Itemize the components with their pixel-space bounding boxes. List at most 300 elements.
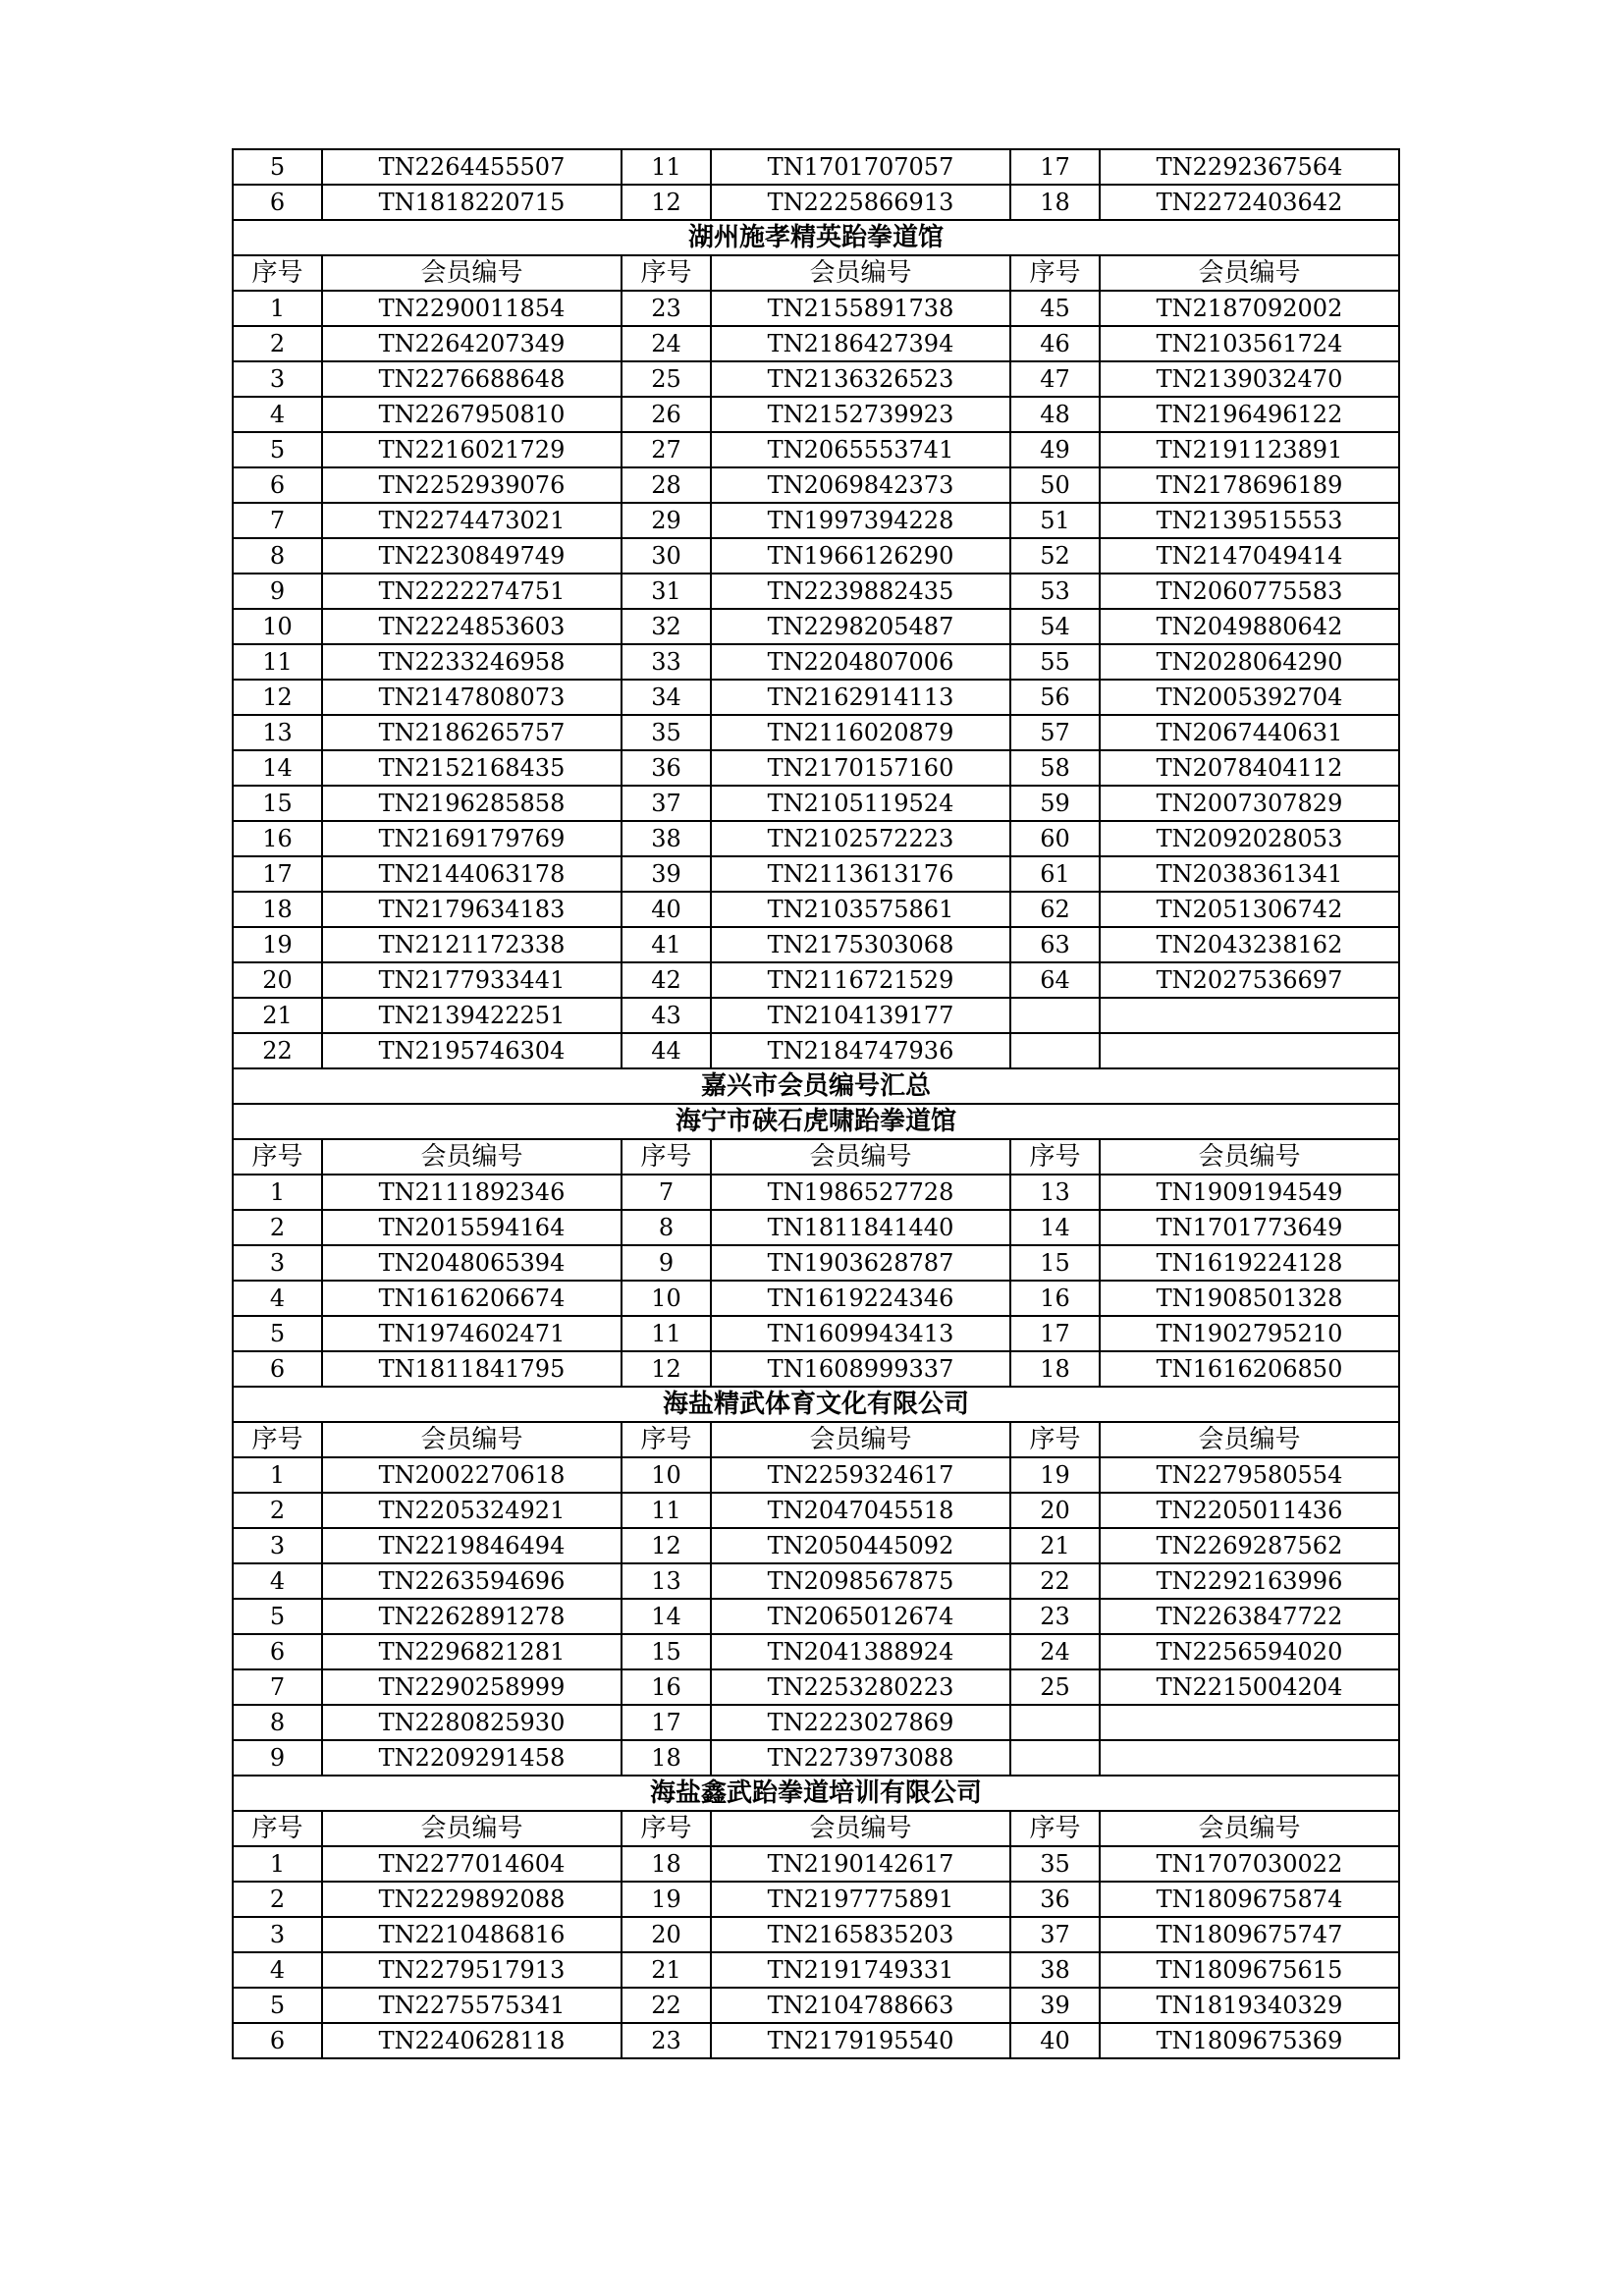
seq-cell: [1010, 1740, 1100, 1776]
seq-cell: 29: [622, 503, 711, 538]
member-id-cell: TN2274473021: [322, 503, 622, 538]
member-id-cell: TN2049880642: [1100, 609, 1399, 644]
seq-cell: 14: [233, 750, 322, 786]
header-seq-cell: 序号: [233, 1811, 322, 1846]
table-row: [233, 1846, 1399, 1882]
table-header-row: [233, 255, 1399, 291]
member-id-cell: TN2027536697: [1100, 962, 1399, 998]
table-row: [233, 574, 1399, 609]
seq-cell: 1: [233, 1175, 322, 1210]
seq-cell: 20: [1010, 1493, 1100, 1528]
header-seq-cell: 序号: [622, 1139, 711, 1175]
seq-cell: 28: [622, 467, 711, 503]
seq-cell: 23: [1010, 1599, 1100, 1634]
seq-cell: 6: [233, 1351, 322, 1387]
seq-cell: 57: [1010, 715, 1100, 750]
seq-cell: 2: [233, 1210, 322, 1245]
seq-cell: 26: [622, 397, 711, 432]
table-row: [233, 1952, 1399, 1988]
seq-cell: 10: [622, 1457, 711, 1493]
member-id-cell: TN2290258999: [322, 1669, 622, 1705]
header-member-id-cell: 会员编号: [1100, 1811, 1399, 1846]
seq-cell: 47: [1010, 361, 1100, 397]
seq-cell: 40: [622, 892, 711, 927]
seq-cell: 4: [233, 1563, 322, 1599]
seq-cell: 22: [233, 1033, 322, 1068]
seq-cell: 9: [233, 574, 322, 609]
member-id-cell: TN2170157160: [711, 750, 1010, 786]
header-member-id-cell: 会员编号: [1100, 1422, 1399, 1457]
seq-cell: 39: [622, 856, 711, 892]
club-title-row: [233, 1776, 1399, 1811]
seq-cell: 8: [622, 1210, 711, 1245]
member-id-cell: TN2187092002: [1100, 291, 1399, 326]
seq-cell: 2: [233, 1493, 322, 1528]
seq-cell: 24: [1010, 1634, 1100, 1669]
seq-cell: 20: [233, 962, 322, 998]
table-row: [233, 927, 1399, 962]
member-id-cell: TN2104788663: [711, 1988, 1010, 2023]
member-id-cell: TN1701773649: [1100, 1210, 1399, 1245]
seq-cell: 15: [622, 1634, 711, 1669]
seq-cell: 15: [1010, 1245, 1100, 1281]
seq-cell: 21: [1010, 1528, 1100, 1563]
member-id-cell: TN2279517913: [322, 1952, 622, 1988]
member-id-cell: TN2272403642: [1100, 185, 1399, 220]
header-member-id-cell: 会员编号: [322, 1422, 622, 1457]
member-id-cell: TN1908501328: [1100, 1281, 1399, 1316]
seq-cell: 2: [233, 326, 322, 361]
member-id-cell: TN2184747936: [711, 1033, 1010, 1068]
seq-cell: 64: [1010, 962, 1100, 998]
table-row: [233, 1740, 1399, 1776]
seq-cell: 17: [622, 1705, 711, 1740]
seq-cell: 9: [233, 1740, 322, 1776]
member-id-cell: TN1986527728: [711, 1175, 1010, 1210]
seq-cell: 4: [233, 1952, 322, 1988]
member-id-cell: [1100, 1705, 1399, 1740]
table-row: [233, 962, 1399, 998]
seq-cell: 48: [1010, 397, 1100, 432]
member-id-cell: TN2139032470: [1100, 361, 1399, 397]
seq-cell: 11: [233, 644, 322, 680]
seq-cell: 11: [622, 1316, 711, 1351]
table-row: [233, 680, 1399, 715]
member-id-cell: TN1819340329: [1100, 1988, 1399, 2023]
member-id-cell: TN2196285858: [322, 786, 622, 821]
header-seq-cell: 序号: [622, 1422, 711, 1457]
member-id-cell: TN2162914113: [711, 680, 1010, 715]
table-row: [233, 467, 1399, 503]
seq-cell: 20: [622, 1917, 711, 1952]
seq-cell: 25: [1010, 1669, 1100, 1705]
seq-cell: 5: [233, 1988, 322, 2023]
club-title-row: [233, 220, 1399, 255]
member-id-cell: TN2216021729: [322, 432, 622, 467]
table-row: [233, 361, 1399, 397]
member-id-cell: TN1974602471: [322, 1316, 622, 1351]
table-row: [233, 1634, 1399, 1669]
table-row: [233, 821, 1399, 856]
header-member-id-cell: 会员编号: [711, 1422, 1010, 1457]
member-id-cell: TN2225866913: [711, 185, 1010, 220]
member-id-cell: TN1619224346: [711, 1281, 1010, 1316]
seq-cell: 43: [622, 998, 711, 1033]
seq-cell: 13: [1010, 1175, 1100, 1210]
seq-cell: 34: [622, 680, 711, 715]
seq-cell: 15: [233, 786, 322, 821]
seq-cell: 11: [622, 149, 711, 185]
club-title: 海盐精武体育文化有限公司: [233, 1387, 1399, 1422]
seq-cell: 58: [1010, 750, 1100, 786]
member-id-cell: TN2296821281: [322, 1634, 622, 1669]
seq-cell: 21: [233, 998, 322, 1033]
table-row: [233, 1493, 1399, 1528]
seq-cell: 19: [233, 927, 322, 962]
seq-cell: 35: [622, 715, 711, 750]
seq-cell: 46: [1010, 326, 1100, 361]
seq-cell: 19: [622, 1882, 711, 1917]
member-id-cell: TN2267950810: [322, 397, 622, 432]
member-id-cell: TN2298205487: [711, 609, 1010, 644]
table-row: [233, 750, 1399, 786]
member-id-cell: TN2165835203: [711, 1917, 1010, 1952]
seq-cell: 1: [233, 291, 322, 326]
seq-cell: 35: [1010, 1846, 1100, 1882]
member-id-cell: TN2007307829: [1100, 786, 1399, 821]
member-id-cell: TN2103575861: [711, 892, 1010, 927]
member-id-cell: TN2233246958: [322, 644, 622, 680]
member-id-cell: TN2113613176: [711, 856, 1010, 892]
table-row: [233, 432, 1399, 467]
seq-cell: 42: [622, 962, 711, 998]
header-seq-cell: 序号: [233, 255, 322, 291]
member-id-cell: TN2263847722: [1100, 1599, 1399, 1634]
member-id-cell: TN2263594696: [322, 1563, 622, 1599]
member-id-cell: TN2015594164: [322, 1210, 622, 1245]
seq-cell: 8: [233, 1705, 322, 1740]
seq-cell: 16: [622, 1669, 711, 1705]
member-id-cell: TN2048065394: [322, 1245, 622, 1281]
table-row: [233, 538, 1399, 574]
table-header-row: [233, 1422, 1399, 1457]
member-id-cell: TN1707030022: [1100, 1846, 1399, 1882]
seq-cell: 1: [233, 1457, 322, 1493]
seq-cell: 7: [233, 1669, 322, 1705]
seq-cell: 18: [233, 892, 322, 927]
member-id-cell: TN1818220715: [322, 185, 622, 220]
member-id-cell: TN2230849749: [322, 538, 622, 574]
member-id-cell: TN2116721529: [711, 962, 1010, 998]
club-title-row: [233, 1387, 1399, 1422]
member-id-cell: TN2186427394: [711, 326, 1010, 361]
table-row: [233, 1669, 1399, 1705]
member-id-cell: TN2116020879: [711, 715, 1010, 750]
member-id-cell: TN2147808073: [322, 680, 622, 715]
member-id-cell: [1100, 1740, 1399, 1776]
seq-cell: 5: [233, 149, 322, 185]
member-id-cell: TN2279580554: [1100, 1457, 1399, 1493]
seq-cell: 38: [1010, 1952, 1100, 1988]
member-id-cell: TN1811841440: [711, 1210, 1010, 1245]
member-id-cell: TN2253280223: [711, 1669, 1010, 1705]
seq-cell: 22: [622, 1988, 711, 2023]
seq-cell: 40: [1010, 2023, 1100, 2058]
table-row: [233, 503, 1399, 538]
seq-cell: 24: [622, 326, 711, 361]
seq-cell: 17: [233, 856, 322, 892]
member-id-cell: TN2139515553: [1100, 503, 1399, 538]
member-id-table-body: [233, 149, 1399, 2058]
member-id-cell: TN2069842373: [711, 467, 1010, 503]
seq-cell: 7: [233, 503, 322, 538]
seq-cell: 38: [622, 821, 711, 856]
table-row: [233, 1351, 1399, 1387]
header-member-id-cell: 会员编号: [322, 255, 622, 291]
seq-cell: 11: [622, 1493, 711, 1528]
member-id-cell: TN2175303068: [711, 927, 1010, 962]
member-id-cell: TN2273973088: [711, 1740, 1010, 1776]
seq-cell: 22: [1010, 1563, 1100, 1599]
seq-cell: 14: [622, 1599, 711, 1634]
table-row: [233, 786, 1399, 821]
seq-cell: 3: [233, 1528, 322, 1563]
table-row: [233, 1316, 1399, 1351]
member-id-cell: TN2177933441: [322, 962, 622, 998]
member-id-cell: TN2041388924: [711, 1634, 1010, 1669]
member-id-cell: TN2098567875: [711, 1563, 1010, 1599]
table-row: [233, 1882, 1399, 1917]
seq-cell: 12: [622, 1351, 711, 1387]
seq-cell: 8: [233, 538, 322, 574]
member-id-cell: TN1966126290: [711, 538, 1010, 574]
seq-cell: 37: [1010, 1917, 1100, 1952]
table-row: [233, 1917, 1399, 1952]
seq-cell: 6: [233, 467, 322, 503]
seq-cell: 59: [1010, 786, 1100, 821]
member-id-cell: TN2292367564: [1100, 149, 1399, 185]
member-id-cell: TN2178696189: [1100, 467, 1399, 503]
member-id-cell: TN2169179769: [322, 821, 622, 856]
member-id-cell: TN1809675615: [1100, 1952, 1399, 1988]
member-id-cell: TN1902795210: [1100, 1316, 1399, 1351]
seq-cell: 14: [1010, 1210, 1100, 1245]
member-id-cell: TN1701707057: [711, 149, 1010, 185]
member-id-cell: TN2092028053: [1100, 821, 1399, 856]
seq-cell: 4: [233, 397, 322, 432]
seq-cell: 18: [1010, 185, 1100, 220]
table-row: [233, 1175, 1399, 1210]
member-id-cell: TN2104139177: [711, 998, 1010, 1033]
table-row: [233, 1033, 1399, 1068]
region-title: 嘉兴市会员编号汇总: [233, 1068, 1399, 1104]
seq-cell: 62: [1010, 892, 1100, 927]
seq-cell: 27: [622, 432, 711, 467]
member-id-cell: TN2065553741: [711, 432, 1010, 467]
table-row: [233, 609, 1399, 644]
member-id-cell: TN2152168435: [322, 750, 622, 786]
member-id-cell: TN1619224128: [1100, 1245, 1399, 1281]
seq-cell: 3: [233, 361, 322, 397]
seq-cell: 50: [1010, 467, 1100, 503]
seq-cell: 36: [622, 750, 711, 786]
table-header-row: [233, 1139, 1399, 1175]
seq-cell: 12: [622, 185, 711, 220]
seq-cell: 10: [622, 1281, 711, 1316]
member-id-cell: TN2155891738: [711, 291, 1010, 326]
member-id-cell: TN2190142617: [711, 1846, 1010, 1882]
member-id-cell: TN2050445092: [711, 1528, 1010, 1563]
seq-cell: 33: [622, 644, 711, 680]
member-id-cell: TN2051306742: [1100, 892, 1399, 927]
seq-cell: 3: [233, 1917, 322, 1952]
seq-cell: 17: [1010, 1316, 1100, 1351]
member-id-cell: [1100, 1033, 1399, 1068]
table-row: [233, 1457, 1399, 1493]
club-title: 湖州施孝精英跆拳道馆: [233, 220, 1399, 255]
header-member-id-cell: 会员编号: [711, 1811, 1010, 1846]
seq-cell: [1010, 1033, 1100, 1068]
member-id-cell: TN2205011436: [1100, 1493, 1399, 1528]
seq-cell: 19: [1010, 1457, 1100, 1493]
header-seq-cell: 序号: [233, 1422, 322, 1457]
seq-cell: 32: [622, 609, 711, 644]
seq-cell: 56: [1010, 680, 1100, 715]
seq-cell: [1010, 1705, 1100, 1740]
member-id-cell: TN2065012674: [711, 1599, 1010, 1634]
seq-cell: 63: [1010, 927, 1100, 962]
member-id-cell: TN1909194549: [1100, 1175, 1399, 1210]
seq-cell: 16: [1010, 1281, 1100, 1316]
table-row: [233, 1210, 1399, 1245]
header-member-id-cell: 会员编号: [322, 1139, 622, 1175]
seq-cell: 45: [1010, 291, 1100, 326]
header-seq-cell: 序号: [1010, 1422, 1100, 1457]
header-member-id-cell: 会员编号: [711, 1139, 1010, 1175]
region-title-row: [233, 1068, 1399, 1104]
member-id-cell: TN2239882435: [711, 574, 1010, 609]
member-id-cell: TN2204807006: [711, 644, 1010, 680]
seq-cell: 6: [233, 1634, 322, 1669]
seq-cell: 61: [1010, 856, 1100, 892]
table-row: [233, 326, 1399, 361]
member-id-cell: TN2229892088: [322, 1882, 622, 1917]
member-id-cell: TN2078404112: [1100, 750, 1399, 786]
member-id-cell: TN2067440631: [1100, 715, 1399, 750]
member-id-cell: TN2152739923: [711, 397, 1010, 432]
table-row: [233, 397, 1399, 432]
member-id-cell: TN2191749331: [711, 1952, 1010, 1988]
header-seq-cell: 序号: [622, 1811, 711, 1846]
header-seq-cell: 序号: [1010, 1139, 1100, 1175]
seq-cell: [1010, 998, 1100, 1033]
table-row: [233, 644, 1399, 680]
table-row: [233, 1528, 1399, 1563]
seq-cell: 18: [622, 1740, 711, 1776]
seq-cell: 12: [622, 1528, 711, 1563]
member-id-cell: TN2196496122: [1100, 397, 1399, 432]
member-id-cell: TN2219846494: [322, 1528, 622, 1563]
seq-cell: 23: [622, 2023, 711, 2058]
seq-cell: 6: [233, 185, 322, 220]
table-row: [233, 149, 1399, 185]
member-id-cell: TN1809675874: [1100, 1882, 1399, 1917]
member-id-cell: TN2210486816: [322, 1917, 622, 1952]
member-id-cell: TN2197775891: [711, 1882, 1010, 1917]
seq-cell: 37: [622, 786, 711, 821]
member-id-cell: TN2205324921: [322, 1493, 622, 1528]
seq-cell: 16: [233, 821, 322, 856]
seq-cell: 39: [1010, 1988, 1100, 2023]
member-id-cell: TN2252939076: [322, 467, 622, 503]
member-id-cell: TN2264455507: [322, 149, 622, 185]
member-id-cell: TN1608999337: [711, 1351, 1010, 1387]
seq-cell: 5: [233, 1599, 322, 1634]
member-id-cell: TN2147049414: [1100, 538, 1399, 574]
header-member-id-cell: 会员编号: [1100, 255, 1399, 291]
seq-cell: 3: [233, 1245, 322, 1281]
member-id-cell: TN2191123891: [1100, 432, 1399, 467]
member-id-cell: TN1811841795: [322, 1351, 622, 1387]
table-row: [233, 856, 1399, 892]
member-id-cell: TN2047045518: [711, 1493, 1010, 1528]
table-row: [233, 998, 1399, 1033]
header-seq-cell: 序号: [233, 1139, 322, 1175]
table-header-row: [233, 1811, 1399, 1846]
seq-cell: 25: [622, 361, 711, 397]
table-row: [233, 892, 1399, 927]
member-id-cell: TN2179195540: [711, 2023, 1010, 2058]
member-id-cell: TN2277014604: [322, 1846, 622, 1882]
member-id-cell: TN2179634183: [322, 892, 622, 927]
member-id-cell: TN2224853603: [322, 609, 622, 644]
member-id-cell: TN2028064290: [1100, 644, 1399, 680]
member-id-cell: TN2280825930: [322, 1705, 622, 1740]
table-row: [233, 291, 1399, 326]
member-id-cell: TN2290011854: [322, 291, 622, 326]
member-id-cell: TN2222274751: [322, 574, 622, 609]
header-member-id-cell: 会员编号: [1100, 1139, 1399, 1175]
member-id-cell: TN2005392704: [1100, 680, 1399, 715]
seq-cell: 51: [1010, 503, 1100, 538]
seq-cell: 36: [1010, 1882, 1100, 1917]
seq-cell: 53: [1010, 574, 1100, 609]
seq-cell: 55: [1010, 644, 1100, 680]
member-id-cell: TN2240628118: [322, 2023, 622, 2058]
header-seq-cell: 序号: [1010, 255, 1100, 291]
seq-cell: 49: [1010, 432, 1100, 467]
member-id-cell: TN2269287562: [1100, 1528, 1399, 1563]
table-row: [233, 1281, 1399, 1316]
member-id-cell: TN1809675369: [1100, 2023, 1399, 2058]
member-id-cell: TN2105119524: [711, 786, 1010, 821]
member-id-cell: TN2215004204: [1100, 1669, 1399, 1705]
seq-cell: 21: [622, 1952, 711, 1988]
member-id-cell: TN2043238162: [1100, 927, 1399, 962]
seq-cell: 18: [622, 1846, 711, 1882]
member-id-cell: TN2121172338: [322, 927, 622, 962]
seq-cell: 6: [233, 2023, 322, 2058]
member-id-table: [232, 148, 1400, 2059]
member-id-cell: TN1616206850: [1100, 1351, 1399, 1387]
seq-cell: 13: [233, 715, 322, 750]
member-id-cell: TN2275575341: [322, 1988, 622, 2023]
table-row: [233, 2023, 1399, 2058]
seq-cell: 17: [1010, 149, 1100, 185]
member-id-cell: TN2102572223: [711, 821, 1010, 856]
seq-cell: 52: [1010, 538, 1100, 574]
member-id-cell: TN2139422251: [322, 998, 622, 1033]
